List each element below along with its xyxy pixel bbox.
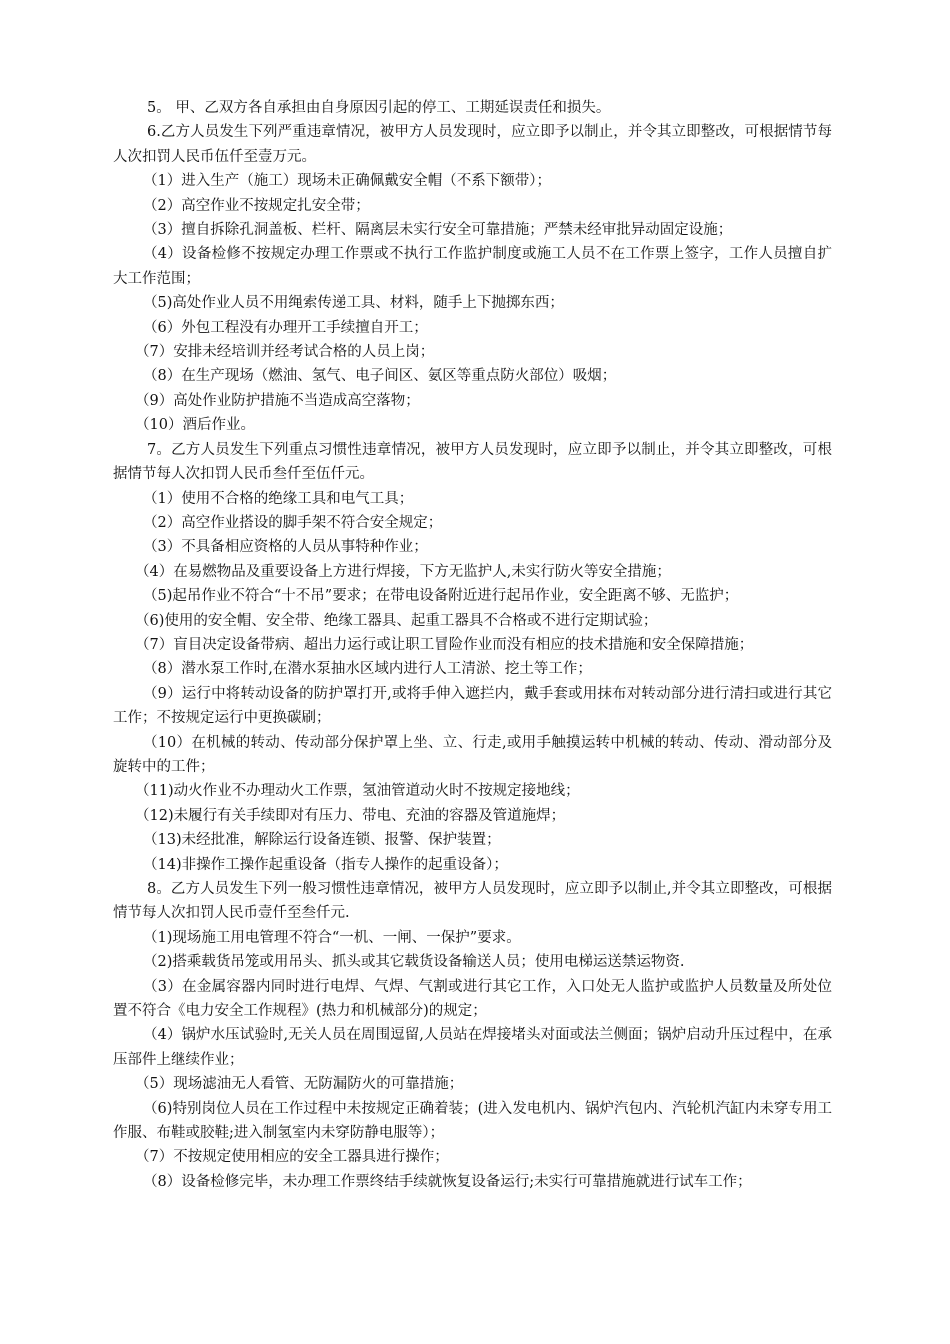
section-heading: 7。乙方人员发生下列重点习惯性违章情况，被甲方人员发现时，应立即予以制止，并令其立即整改，可根据情节每人次扣罚人民币叁仟至伍仟元。 <box>113 441 832 483</box>
list-item: （10）在机械的转动、传动部分保护罩上坐、立、行走,或用手触摸运转中机械的转动、传动、滑动部分及旋转中的工件； <box>113 734 832 775</box>
list-item: （6)使用的安全帽、安全带、绝缘工器具、起重工器具不合格或不进行定期试验； <box>135 612 658 629</box>
list-item: （3）在金属容器内同时进行电焊、气焊、气割或进行其它工作，入口处无人监护或监护人员数量及所处位置不符合《电力安全工作规程》(热力和机械部分)的规定； <box>113 978 832 1020</box>
list-item: （4）锅炉水压试验时,无关人员在周围逗留,人员站在焊接堵头对面或法兰侧面；锅炉启动升压过程中，在承压部件上继续作业； <box>113 1027 832 1068</box>
list-item: （2）高空作业搭设的脚手架不符合安全规定； <box>143 514 443 531</box>
list-item: （8）在生产现场（燃油、氢气、电子间区、氨区等重点防火部位）吸烟； <box>143 368 617 385</box>
list-item: （4）设备检修不按规定办理工作票或不执行工作监护制度或施工人员不在工作票上签字，工作人员擅自扩大工作范围； <box>113 246 832 287</box>
list-item: （7）安排未经培训并经考试合格的人员上岗； <box>135 344 435 361</box>
list-item: （7）不按规定使用相应的安全工器具进行操作； <box>135 1149 449 1166</box>
list-item: （1)现场施工用电管理不符合“一机、一闸、一保护”要求。 <box>143 929 521 946</box>
list-item: （13)未经批准，解除运行设备连锁、报警、保护装置； <box>143 832 501 849</box>
list-item: （11)动火作业不办理动火工作票，氢油管道动火时不按规定接地线； <box>135 783 580 800</box>
paragraph: 5。 甲、乙双方各自承担由自身原因引起的停工、工期延误责任和损失。 <box>147 100 611 116</box>
list-item: （3）擅自拆除孔洞盖板、栏杆、隔离层未实行安全可靠措施；严禁未经审批异动固定设施； <box>143 222 733 239</box>
list-item: （9）高处作业防护措施不当造成高空落物； <box>135 392 420 409</box>
list-item: （4）在易燃物品及重要设备上方进行焊接，下方无监护人,未实行防火等安全措施； <box>135 563 671 580</box>
list-item: （6）外包工程没有办理开工手续擅自开工； <box>143 319 428 336</box>
section-heading: 6.乙方人员发生下列严重违章情况，被甲方人员发现时，应立即予以制止，并令其立即整改，可根据情节每人次扣罚人民币伍仟至壹万元。 <box>113 124 832 165</box>
list-item: （14)非操作工操作起重设备（指专人操作的起重设备）； <box>143 856 508 873</box>
list-item: （8）潜水泵工作时,在潜水泵抽水区域内进行人工清淤、挖土等工作； <box>143 661 592 678</box>
section-heading: 8。乙方人员发生下列一般习惯性违章情况，被甲方人员发现时，应立即予以制止,并令其立即整改，可根据情节每人次扣罚人民币壹仟至叁仟元. <box>113 881 832 922</box>
list-item: （12)未履行有关手续即对有压力、带电、充油的容器及管道施焊； <box>135 807 566 824</box>
list-item: （2）高空作业不按规定扎安全带； <box>143 197 370 214</box>
list-item: （5)高处作业人员不用绳索传递工具、材料，随手上下抛掷东西； <box>143 295 564 312</box>
list-item: （6)特别岗位人员在工作过程中未按规定正确着装；(进入发电机内、锅炉汽包内、汽轮机汽缸内未穿专用工作服、布鞋或胶鞋;进入制氢室内未穿防静电服等）； <box>113 1100 832 1142</box>
list-item: （5)起吊作业不符合“十不吊”要求；在带电设备附近进行起吊作业，安全距离不够、无监护； <box>143 588 739 605</box>
list-item: （1）使用不合格的绝缘工具和电气工具； <box>143 490 414 507</box>
list-item: （9）运行中将转动设备的防护罩打开,或将手伸入遮拦内，戴手套或用抹布对转动部分进行清扫或进行其它工作；不按规定运行中更换碳刷； <box>113 685 832 727</box>
list-item: （7）盲目决定设备带病、超出力运行或让职工冒险作业而没有相应的技术措施和安全保障措施； <box>135 636 754 653</box>
list-item: （5）现场滤油无人看管、无防漏防火的可靠措施； <box>135 1076 464 1093</box>
list-item: （1）进入生产（施工）现场未正确佩戴安全帽（不系下额带）； <box>143 173 551 190</box>
list-item: （3）不具备相应资格的人员从事特种作业； <box>143 539 428 556</box>
list-item: （10）酒后作业。 <box>135 417 255 434</box>
list-item: （8）设备检修完毕，未办理工作票终结手续就恢复设备运行;未实行可靠措施就进行试车工作； <box>143 1173 752 1190</box>
list-item: （2)搭乘载货吊笼或用吊头、抓头或其它载货设备输送人员；使用电梯运送禁运物资. <box>143 954 685 971</box>
